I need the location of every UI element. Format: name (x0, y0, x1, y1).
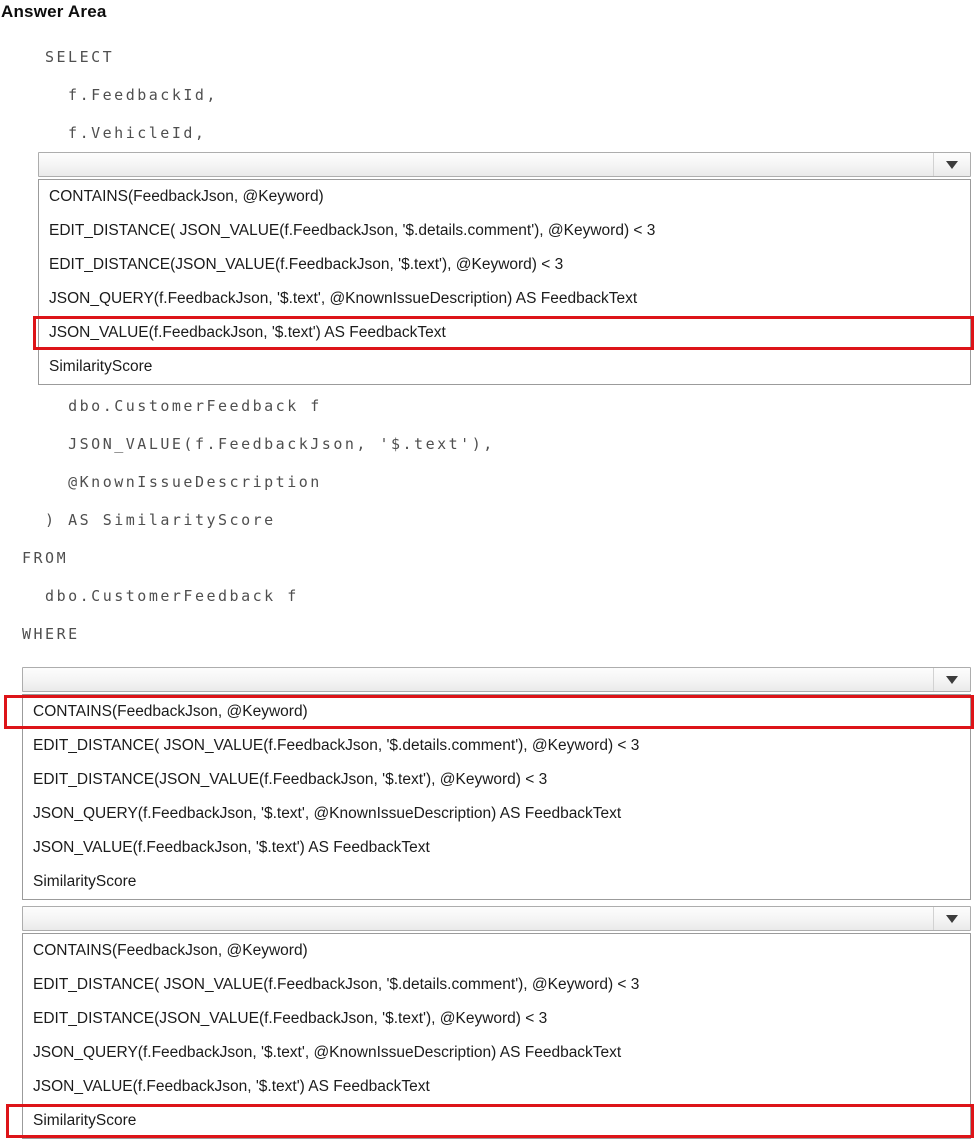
dropdown-2-bar[interactable] (22, 667, 971, 692)
dropdown-3-option[interactable]: EDIT_DISTANCE( JSON_VALUE(f.FeedbackJson, '$.details.comment'), @Keyword) < 3 (33, 976, 640, 993)
dropdown-list-3 (22, 933, 971, 1139)
dropdown-3-bar[interactable] (22, 906, 971, 931)
dropdown-2-option[interactable]: EDIT_DISTANCE(JSON_VALUE(f.FeedbackJson, '$.text'), @Keyword) < 3 (33, 771, 548, 788)
code-line: SELECT (45, 48, 115, 66)
dropdown-arrow-button[interactable] (933, 668, 970, 691)
dropdown-3-option[interactable]: EDIT_DISTANCE(JSON_VALUE(f.FeedbackJson, '$.text'), @Keyword) < 3 (33, 1010, 548, 1027)
dropdown-3-option[interactable]: JSON_QUERY(f.FeedbackJson, '$.text', @KnownIssueDescription) AS FeedbackText (33, 1044, 622, 1061)
dropdown-2-option[interactable]: JSON_QUERY(f.FeedbackJson, '$.text', @KnownIssueDescription) AS FeedbackText (33, 805, 622, 822)
code-line: dbo.CustomerFeedback f (22, 587, 299, 605)
dropdown-2-option-selected[interactable]: CONTAINS(FeedbackJson, @Keyword) (4, 695, 974, 729)
chevron-down-icon (946, 915, 958, 923)
chevron-down-icon (946, 161, 958, 169)
dropdown-1-option[interactable]: SimilarityScore (49, 358, 153, 375)
dropdown-arrow-button[interactable] (933, 153, 970, 176)
code-line: f.FeedbackId, (45, 86, 218, 104)
dropdown-3-option[interactable]: JSON_VALUE(f.FeedbackJson, '$.text') AS FeedbackText (33, 1078, 430, 1095)
dropdown-1-option[interactable]: EDIT_DISTANCE(JSON_VALUE(f.FeedbackJson, '$.text'), @Keyword) < 3 (49, 256, 564, 273)
sql-from-where-block (22, 387, 973, 653)
dropdown-1-option-selected[interactable]: JSON_VALUE(f.FeedbackJson, '$.text') AS FeedbackText (33, 316, 974, 350)
page-title: Answer Area (1, 2, 107, 21)
dropdown-1-option[interactable]: EDIT_DISTANCE( JSON_VALUE(f.FeedbackJson, '$.details.comment'), @Keyword) < 3 (49, 222, 656, 239)
dropdown-1 (38, 152, 971, 385)
dropdown-2-option[interactable]: SimilarityScore (33, 873, 137, 890)
code-line: ) AS SimilarityScore (22, 511, 276, 529)
sql-select-block (45, 38, 973, 152)
code-line: @KnownIssueDescription (22, 473, 322, 491)
dropdown-3 (22, 906, 971, 1139)
dropdown-3-option[interactable]: CONTAINS(FeedbackJson, @Keyword) (33, 942, 308, 959)
dropdown-2 (22, 667, 971, 900)
dropdown-2-option[interactable]: JSON_VALUE(f.FeedbackJson, '$.text') AS FeedbackText (33, 839, 430, 856)
dropdown-list-1 (38, 179, 971, 385)
code-line: FROM (22, 549, 69, 567)
dropdown-arrow-button[interactable] (933, 907, 970, 930)
chevron-down-icon (946, 676, 958, 684)
dropdown-1-option[interactable]: CONTAINS(FeedbackJson, @Keyword) (49, 188, 324, 205)
dropdown-1-option[interactable]: JSON_QUERY(f.FeedbackJson, '$.text', @KnownIssueDescription) AS FeedbackText (49, 290, 638, 307)
dropdown-1-bar[interactable] (38, 152, 971, 177)
dropdown-2-option[interactable]: EDIT_DISTANCE( JSON_VALUE(f.FeedbackJson, '$.details.comment'), @Keyword) < 3 (33, 737, 640, 754)
dropdown-3-option-selected[interactable]: SimilarityScore (6, 1104, 974, 1138)
code-line: dbo.CustomerFeedback f (22, 397, 322, 415)
code-line: WHERE (22, 625, 80, 643)
code-line: JSON_VALUE(f.FeedbackJson, '$.text'), (22, 435, 495, 453)
dropdown-list-2 (22, 694, 971, 900)
code-line: f.VehicleId, (45, 124, 207, 142)
